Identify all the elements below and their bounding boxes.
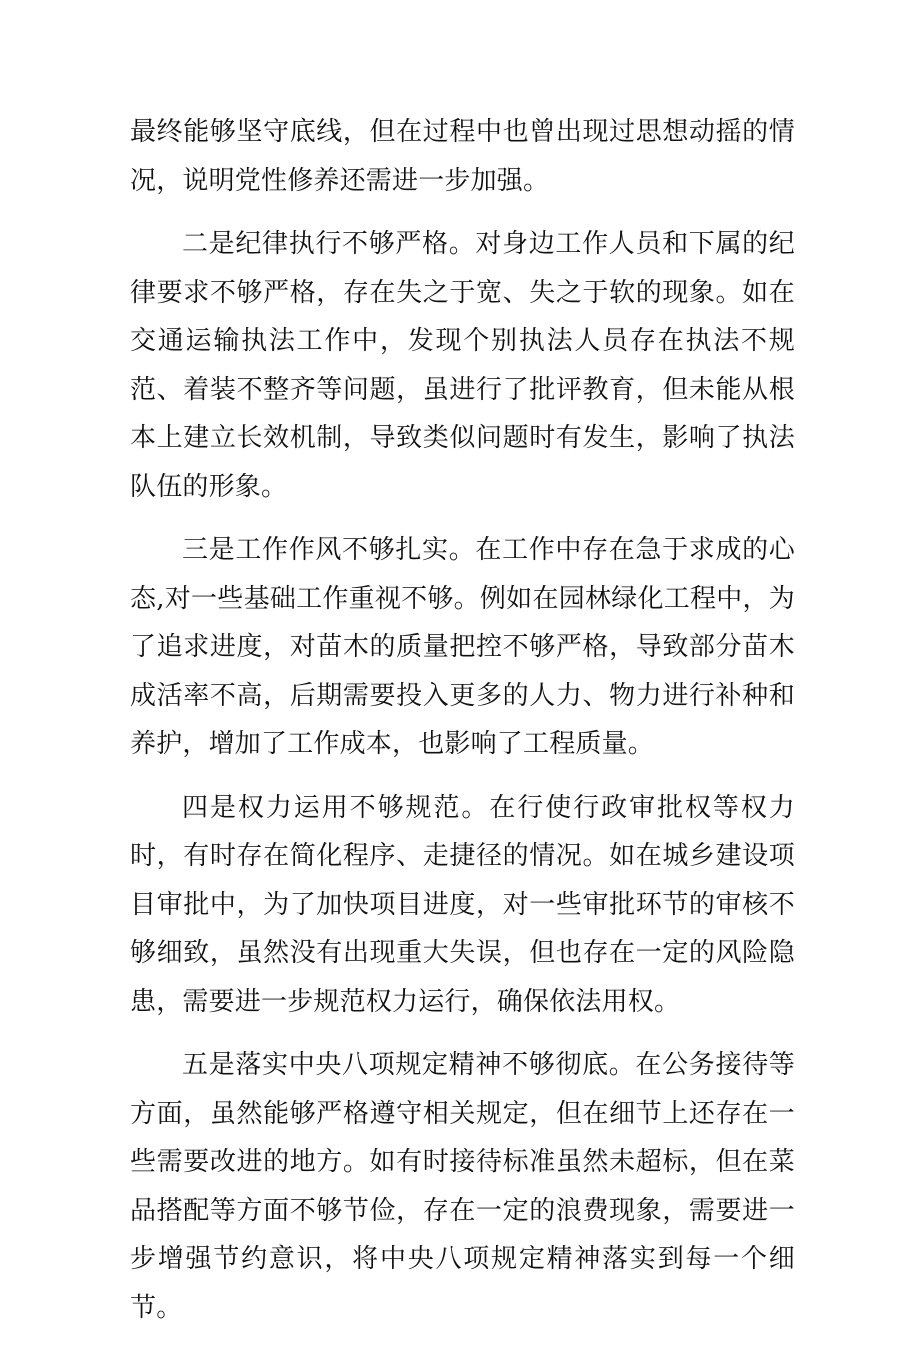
paragraph-continuation: 最终能够坚守底线，但在过程中也曾出现过思想动摇的情况，说明党性修养还需进一步加强。 [130, 117, 795, 196]
paragraph-point-4: 四是权力运用不够规范。在行使行政审批权等权力时，有时存在简化程序、走捷径的情况。如在城乡建设项目审批中，为了加快项目进度，对一些审批环节的审核不够细致，虽然没有出现重大失误，但也存在一定的风险隐患，需要进一步规范权力运行，确保依法用权。 [130, 792, 795, 1017]
document-body [130, 108, 795, 1347]
paragraph-point-3: 三是工作作风不够扎实。在工作中存在急于求成的心态,对一些基础工作重视不够。例如在园林绿化工程中，为了追求进度，对苗木的质量把控不够严格，导致部分苗木成活率不高，后期需要投入更多的人力、物力进行补种和养护，增加了工作成本，也影响了工程质量。 [130, 535, 795, 759]
paragraph-point-5: 五是落实中央八项规定精神不够彻底。在公务接待等方面，虽然能够严格遵守相关规定，但在细节上还存在一些需要改进的地方。如有时接待标准虽然未超标，但在菜品搭配等方面不够节俭，存在一定的浪费现象，需要进一步增强节约意识，将中央八项规定精神落实到每一个细节。 [130, 1050, 795, 1323]
paragraph-point-2: 二是纪律执行不够严格。对身边工作人员和下属的纪律要求不够严格，存在失之于宽、失之于软的现象。如在交通运输执法工作中，发现个别执法人员存在执法不规范、着装不整齐等问题，虽进行了批评教育，但未能从根本上建立长效机制，导致类似问题时有发生，影响了执法队伍的形象。 [130, 229, 795, 502]
